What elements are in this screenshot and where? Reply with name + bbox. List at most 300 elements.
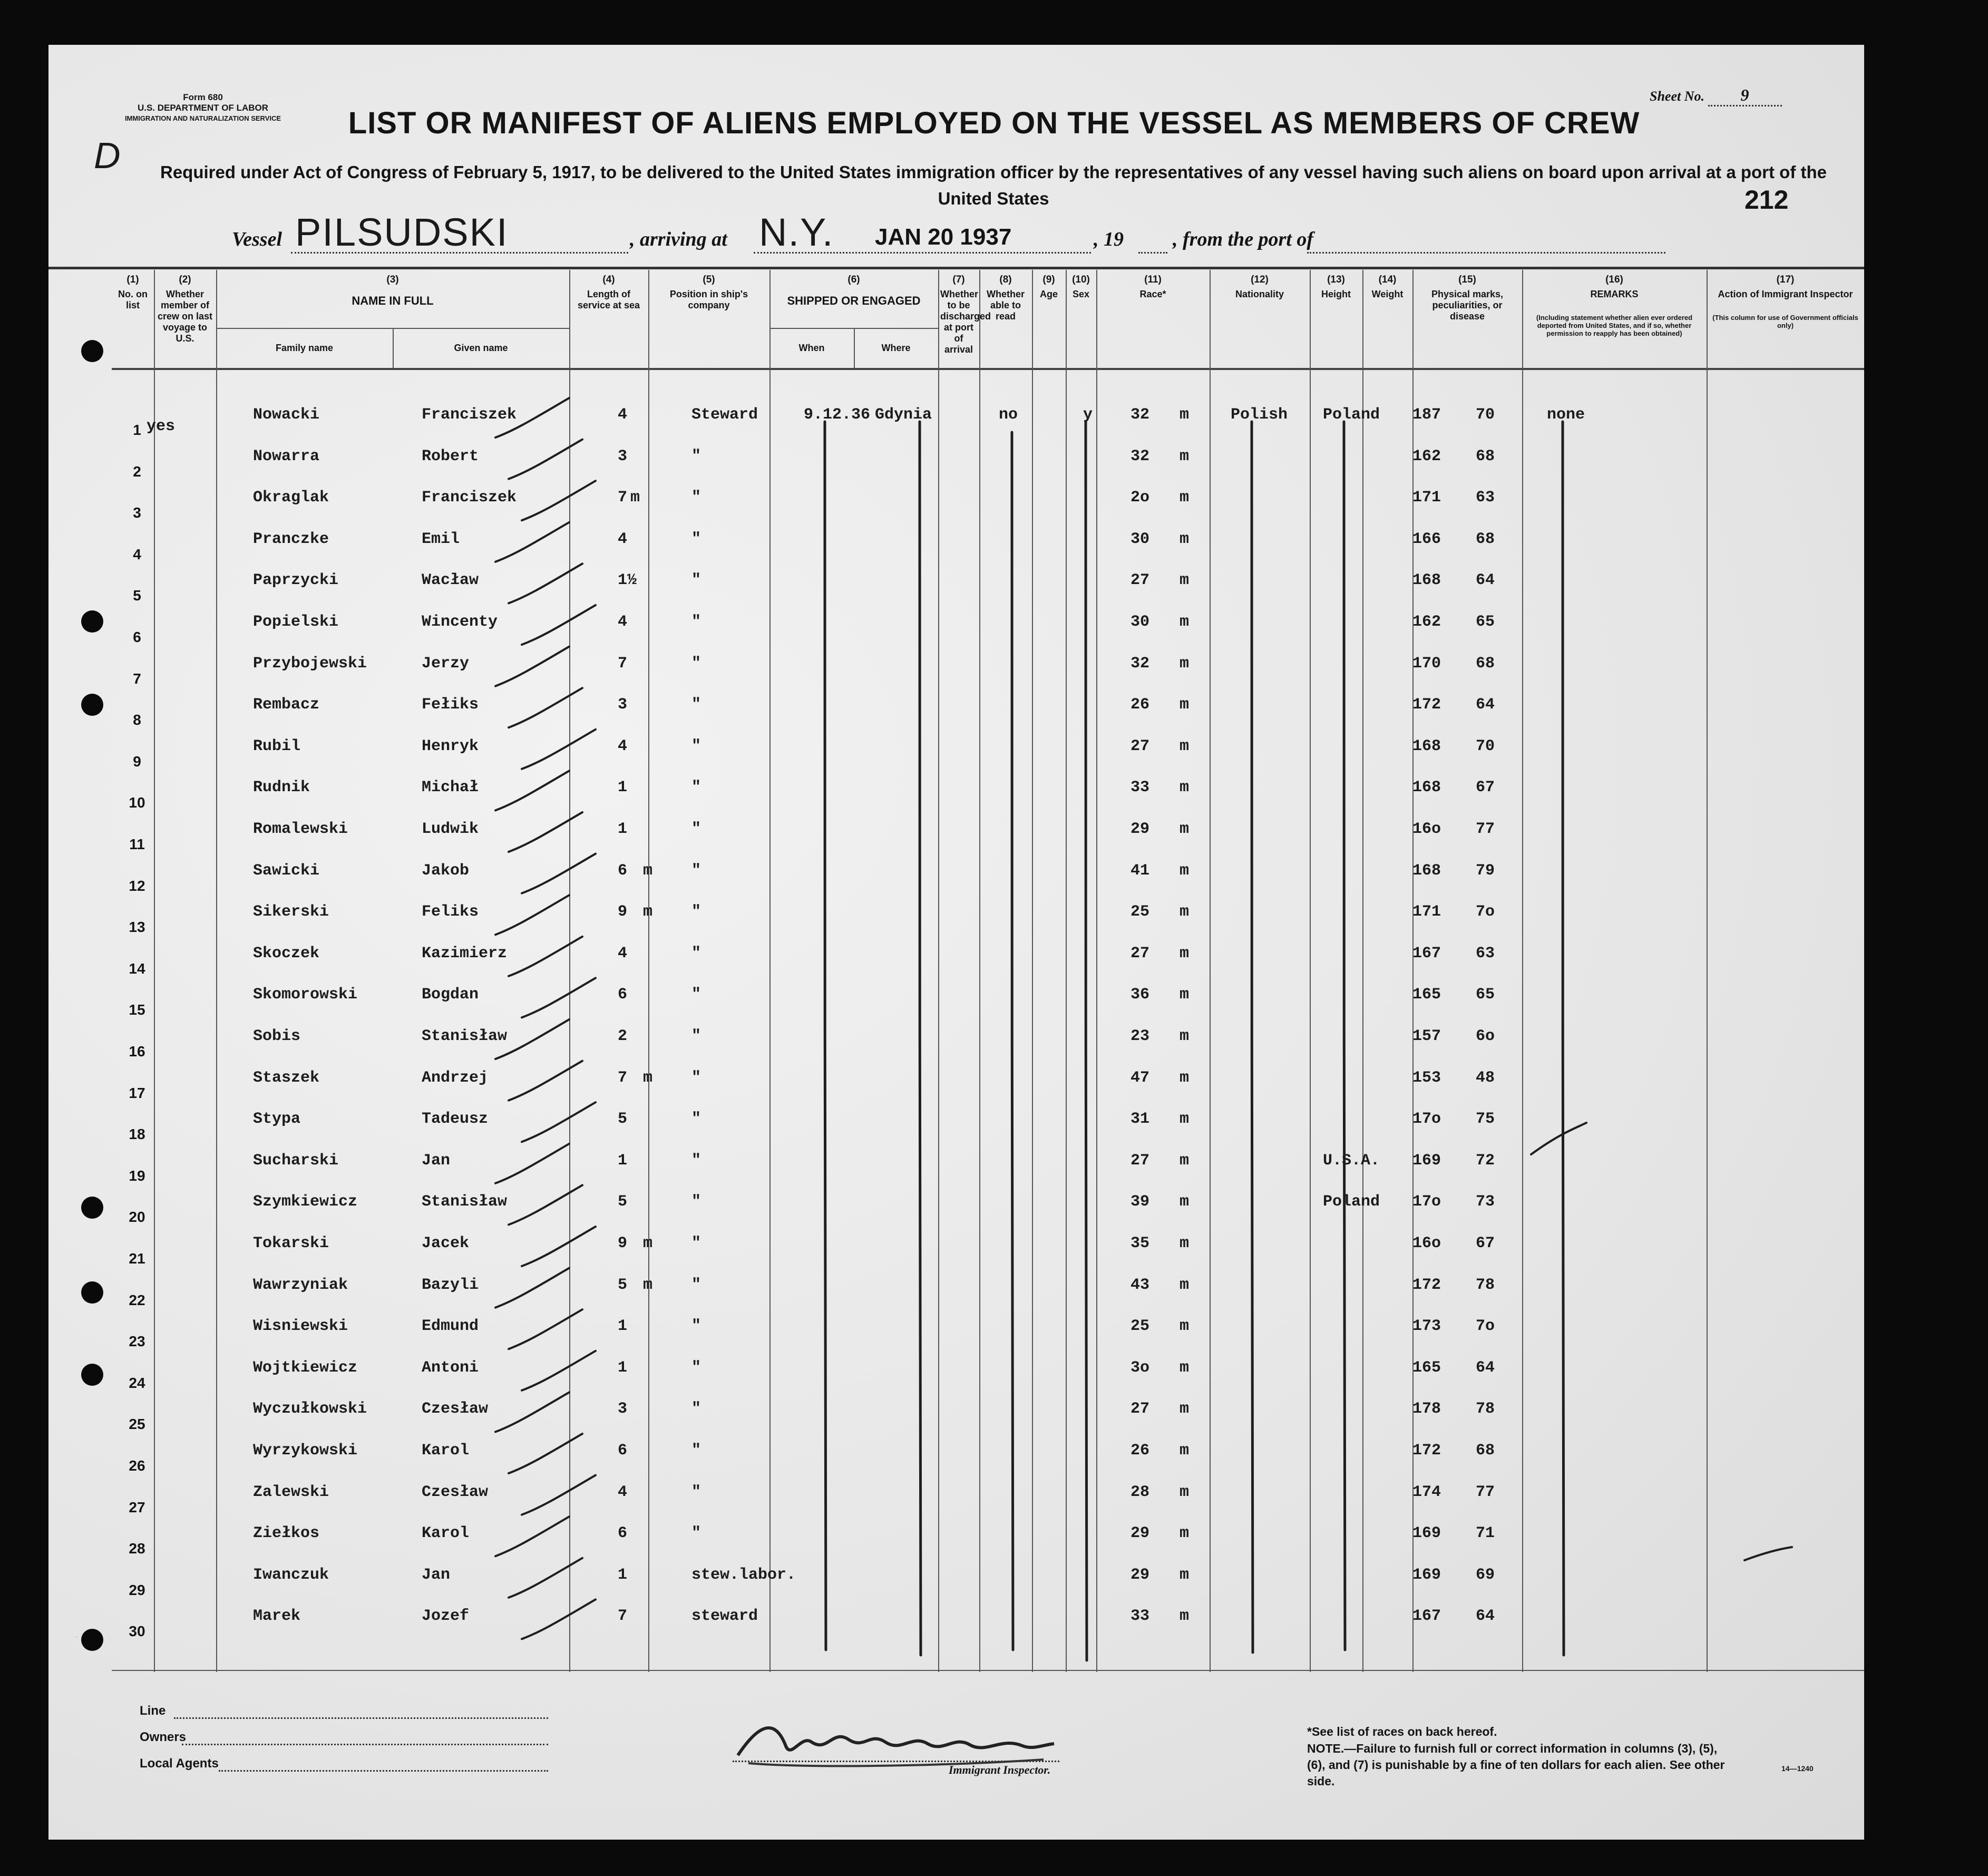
cell-family: Szymkiewicz — [253, 1193, 358, 1211]
column-number: (6) — [847, 274, 860, 285]
cell-sex: m — [1180, 654, 1190, 673]
cell-given: Jerzy — [422, 654, 470, 673]
cell-family: Sucharski — [253, 1151, 339, 1170]
column-number: (4) — [602, 274, 615, 285]
cell-sex: m — [1180, 1400, 1190, 1418]
cell-service: 1½ — [618, 571, 637, 590]
cell-position: " — [691, 489, 701, 507]
cell-service: 7 m — [618, 1068, 656, 1087]
row-number: 10 — [129, 794, 145, 811]
cell-given: Franciszek — [422, 489, 517, 507]
cell-given: Andrzej — [422, 1068, 489, 1087]
cell-position: " — [691, 1235, 701, 1252]
cell-height: 165 — [1412, 1358, 1441, 1377]
inspector-underline — [733, 1761, 1059, 1762]
cell-position: " — [691, 1400, 701, 1418]
pen-stroke — [509, 563, 582, 603]
cell-position: " — [691, 1151, 701, 1170]
cell-weight: 64 — [1476, 1358, 1495, 1377]
column-header: Whether able to read — [987, 289, 1025, 322]
column-header: Whether to be discharged at port of arrival — [940, 289, 991, 355]
cell-service: 5 — [618, 1110, 628, 1129]
cell-service: 9 m — [618, 903, 656, 921]
cell-given: Bogdan — [422, 986, 479, 1004]
row-number: 30 — [129, 1623, 145, 1640]
row-number: 12 — [129, 877, 145, 894]
column-header: Age — [1039, 289, 1058, 299]
cell-family: Ziełkos — [253, 1524, 320, 1543]
cell-service: 5 m — [618, 1276, 656, 1294]
cell-given: Karol — [422, 1442, 470, 1460]
cell-height: 16o — [1412, 820, 1441, 838]
cell-age: 27 — [1131, 737, 1150, 755]
vessel-name: PILSUDSKI — [295, 210, 509, 254]
cell-age: 47 — [1131, 1068, 1150, 1087]
cell-weight: 68 — [1476, 447, 1495, 465]
cell-given: Jozef — [422, 1607, 470, 1626]
cell-height: 170 — [1412, 654, 1441, 673]
cell-age: 31 — [1131, 1110, 1150, 1129]
cell-position: " — [691, 1068, 701, 1087]
column-header: Length of service at sea — [577, 289, 640, 310]
cell-weight: 73 — [1476, 1193, 1495, 1211]
cell-family: Stypa — [253, 1110, 301, 1129]
cell-position: " — [691, 613, 701, 631]
cell-given: Feliks — [422, 903, 479, 921]
row-number: 16 — [129, 1043, 145, 1059]
row-number: 9 — [133, 753, 141, 770]
cell-given: Wincenty — [422, 613, 498, 631]
cell-weight: 70 — [1476, 737, 1495, 755]
row-number: 23 — [129, 1333, 145, 1350]
cell-age: 43 — [1131, 1276, 1150, 1294]
cell-sex: m — [1180, 1027, 1190, 1045]
cell-weight: 63 — [1476, 489, 1495, 507]
owners-underline — [182, 1744, 548, 1745]
column-number: (2) — [179, 274, 191, 285]
column-number: (14) — [1378, 274, 1397, 285]
cell-family: Okraglak — [253, 489, 329, 507]
cell-sex: m — [1180, 986, 1190, 1004]
cell-given: Jan — [422, 1566, 451, 1584]
form-number: Form 680 — [183, 92, 223, 102]
row-number: 19 — [129, 1167, 145, 1184]
column-number: (9) — [1042, 274, 1055, 285]
cell-given: Tadeusz — [422, 1110, 489, 1129]
pen-stroke — [522, 730, 596, 769]
cell-service: 1 — [618, 1358, 628, 1377]
cell-sex: m — [1180, 1524, 1190, 1543]
cell-age: 27 — [1131, 944, 1150, 963]
cell-sex: m — [1180, 406, 1190, 424]
cell-height: 178 — [1412, 1400, 1441, 1418]
column-number: (15) — [1458, 274, 1476, 285]
cell-height: 166 — [1412, 530, 1441, 548]
cell-sex: m — [1180, 737, 1190, 755]
row-number: 11 — [129, 836, 145, 852]
vessel-label: Vessel — [232, 228, 282, 250]
pen-stroke — [522, 1475, 596, 1515]
cell-sex: m — [1180, 944, 1190, 963]
cell-family: Sawicki — [253, 861, 320, 880]
cell-sex: m — [1180, 1151, 1190, 1170]
pen-stroke — [522, 1227, 596, 1266]
cell-weight: 71 — [1476, 1524, 1495, 1543]
pen-stroke — [509, 440, 582, 479]
row-number: 7 — [133, 670, 141, 687]
cell-height: 162 — [1412, 613, 1441, 631]
cell-given: Czesław — [422, 1400, 489, 1418]
cell-weight: 72 — [1476, 1151, 1495, 1170]
cell-sex: m — [1180, 1442, 1190, 1460]
cell-position: " — [691, 779, 701, 797]
cell-family: Rembacz — [253, 696, 320, 714]
cell-family: Przybojewski — [253, 654, 367, 673]
cell-height: 173 — [1412, 1317, 1441, 1336]
department-name: U.S. DEPARTMENT OF LABOR — [137, 103, 269, 113]
column-header: No. on list — [118, 289, 148, 310]
cell-given: Stanisław — [422, 1027, 508, 1045]
cell-position: " — [691, 903, 701, 921]
column-header: Weight — [1371, 289, 1404, 299]
pen-stroke — [1745, 1547, 1792, 1560]
cell-height: 168 — [1412, 861, 1441, 880]
pen-stroke — [495, 895, 569, 935]
cell-when: 9.12.36 — [804, 406, 871, 424]
row-number: 24 — [129, 1374, 145, 1391]
pen-stroke — [509, 937, 582, 976]
cell-sex: m — [1180, 1276, 1190, 1294]
cell-age: 32 — [1131, 447, 1150, 465]
cell-service: 6 — [618, 1524, 628, 1543]
column-header: SHIPPED OR ENGAGED — [787, 294, 921, 307]
row-number: 4 — [133, 546, 141, 562]
column-number: (1) — [126, 274, 139, 285]
cell-given: Jakob — [422, 861, 470, 880]
column-header-note: (Including statement whether alien ever ordered deported from United States, and if so, whether permission to reapply has been obtained) — [1536, 314, 1693, 337]
cell-age: 27 — [1131, 1400, 1150, 1418]
cell-height: 171 — [1412, 903, 1441, 921]
column-header: REMARKS — [1590, 289, 1639, 299]
cell-sex: m — [1180, 613, 1190, 631]
row-number: 29 — [129, 1581, 145, 1598]
column-number: (8) — [999, 274, 1012, 285]
column-header: Physical marks, peculiarities, or disease — [1431, 289, 1504, 322]
cell-height: 17o — [1412, 1193, 1441, 1211]
cell-height: 167 — [1412, 1607, 1441, 1626]
cell-family: Nowacki — [253, 406, 320, 424]
local-agents-underline — [219, 1770, 548, 1772]
owners-label: Owners — [140, 1730, 187, 1744]
sheet-number-value: 9 — [1708, 85, 1782, 106]
cell-nationality: U.S.A. — [1323, 1151, 1380, 1170]
pen-stroke — [1085, 422, 1087, 1660]
cell-weight: 78 — [1476, 1400, 1495, 1418]
cell-service: 1 — [618, 820, 628, 838]
cell-given: Jan — [422, 1151, 451, 1170]
cell-sex: m — [1180, 1193, 1190, 1211]
cell-sex: m — [1180, 1607, 1190, 1626]
cell-position: " — [691, 1317, 701, 1336]
cell-age: 35 — [1131, 1235, 1150, 1252]
cell-sex: m — [1180, 447, 1190, 465]
cell-age: 3o — [1131, 1358, 1150, 1377]
cell-weight: 48 — [1476, 1068, 1495, 1087]
row-number: 22 — [129, 1291, 145, 1308]
cell-family: Romalewski — [253, 820, 348, 838]
pen-stroke — [509, 1185, 582, 1224]
pen-stroke — [495, 1268, 569, 1308]
cell-service: 4 — [618, 406, 628, 424]
cell-weight: 67 — [1476, 1235, 1495, 1252]
pen-stroke — [509, 1434, 582, 1473]
row-number: 18 — [129, 1126, 145, 1143]
cell-sex: m — [1180, 820, 1190, 838]
cell-given: Antoni — [422, 1358, 479, 1377]
cell-service: 1 — [618, 1317, 628, 1336]
row-number: 6 — [133, 629, 141, 645]
cell-service: 6 — [618, 986, 628, 1004]
row-number: 27 — [129, 1499, 145, 1515]
row-number: 2 — [133, 463, 141, 480]
cell-weight: 68 — [1476, 654, 1495, 673]
cell-given: Ludwik — [422, 820, 479, 838]
pen-stroke — [495, 1392, 569, 1432]
cell-height: 165 — [1412, 986, 1441, 1004]
cell-position: " — [691, 1524, 701, 1543]
cell-given: Emil — [422, 530, 460, 548]
arriving-port: N.Y. — [759, 210, 834, 254]
cell-height: 167 — [1412, 944, 1441, 963]
row-number: 5 — [133, 587, 141, 604]
column-header: Nationality — [1235, 289, 1284, 299]
cell-sex: m — [1180, 1317, 1190, 1336]
cell-family: Nowarra — [253, 447, 320, 465]
column-header: Race* — [1139, 289, 1166, 299]
cell-height: 171 — [1412, 489, 1441, 507]
cell-sex: m — [1180, 1235, 1190, 1252]
cell-family: Staszek — [253, 1068, 320, 1087]
cell-height: 168 — [1412, 571, 1441, 590]
cell-height: 169 — [1412, 1524, 1441, 1543]
cell-nationality: Poland — [1323, 1193, 1380, 1211]
cell-weight: 64 — [1476, 696, 1495, 714]
cell-race: Polish — [1231, 406, 1288, 424]
cell-service: 6 m — [618, 861, 656, 880]
cell-age: 26 — [1131, 1442, 1150, 1460]
cell-weight: 68 — [1476, 1442, 1495, 1460]
cell-position: " — [691, 1442, 701, 1460]
cell-given: Karol — [422, 1524, 470, 1543]
column-number: (13) — [1327, 274, 1345, 285]
cell-weight: 77 — [1476, 1483, 1495, 1501]
cell-family: Wawrzyniak — [253, 1276, 348, 1294]
cell-family: Marek — [253, 1607, 301, 1626]
cell-age: 23 — [1131, 1027, 1150, 1045]
cell-service: 9 m — [618, 1235, 656, 1252]
page-subtitle: Required under Act of Congress of February 5, 1917, to be delivered to the United States immigration officer by the representatives of any vessel having such aliens on board upon arrival at a port of the United States — [160, 162, 1827, 208]
arriving-label: , arriving at — [630, 228, 727, 250]
row-number: 25 — [129, 1416, 145, 1433]
cell-family: Wisniewski — [253, 1317, 348, 1336]
cell-service: 4 — [618, 737, 628, 755]
cell-weight: 78 — [1476, 1276, 1495, 1294]
cell-family: Iwanczuk — [253, 1566, 329, 1584]
cell-given: Bazyli — [422, 1276, 479, 1294]
column-number: (5) — [703, 274, 715, 285]
pen-stroke — [522, 978, 596, 1017]
column-subheader: Family name — [275, 343, 334, 353]
cell-sex: m — [1180, 779, 1190, 797]
cell-weight: 6o — [1476, 1027, 1495, 1045]
margin-mark: D — [94, 135, 122, 176]
row-number: 28 — [129, 1540, 145, 1557]
page-title: LIST OR MANIFEST OF ALIENS EMPLOYED ON THE VESSEL AS MEMBERS OF CREW — [348, 106, 1640, 140]
cell-family: Popielski — [253, 613, 339, 631]
column-subheader: Where — [881, 343, 911, 353]
column-header: Height — [1321, 289, 1351, 299]
cell-nationality: Poland — [1323, 406, 1380, 424]
cell-age: 30 — [1131, 613, 1150, 631]
column-subheader: When — [798, 343, 825, 353]
cell-crew: yes — [147, 417, 176, 435]
cell-height: 16o — [1412, 1235, 1441, 1252]
cell-sex: m — [1180, 1483, 1190, 1501]
column-header: Position in ship's company — [669, 289, 748, 310]
cell-position: " — [691, 1483, 701, 1501]
cell-service: 4 — [618, 1483, 628, 1501]
cell-position: steward — [691, 1607, 758, 1626]
column-number: (11) — [1144, 274, 1162, 285]
pen-stroke — [495, 1517, 569, 1556]
pen-stroke — [522, 481, 596, 520]
cell-given: Franciszek — [422, 406, 517, 424]
cell-height: 17o — [1412, 1110, 1441, 1129]
cell-weight: 64 — [1476, 571, 1495, 590]
column-header: NAME IN FULL — [352, 294, 434, 307]
cell-height: 168 — [1412, 737, 1441, 755]
cell-height: 172 — [1412, 696, 1441, 714]
cell-family: Wyrzykowski — [253, 1442, 358, 1460]
year-label: , 19 — [1094, 228, 1124, 250]
row-number: 21 — [129, 1250, 145, 1267]
cell-given: Czesław — [422, 1483, 489, 1501]
cell-position: " — [691, 447, 701, 465]
pen-stroke — [495, 1144, 569, 1183]
cell-sex: m — [1180, 861, 1190, 880]
cell-position: " — [691, 696, 701, 714]
cell-weight: 65 — [1476, 986, 1495, 1004]
column-header: Action of Immigrant Inspector — [1718, 289, 1853, 299]
cell-position: " — [691, 1276, 701, 1294]
pen-stroke — [509, 1061, 582, 1101]
pen-stroke — [509, 1558, 582, 1598]
cell-service: 6 — [618, 1442, 628, 1460]
column-number: (17) — [1776, 274, 1795, 285]
cell-height: 153 — [1412, 1068, 1441, 1087]
cell-age: 25 — [1131, 1317, 1150, 1336]
cell-service: 4 — [618, 944, 628, 963]
cell-age: 25 — [1131, 903, 1150, 921]
cell-position: " — [691, 530, 701, 548]
inspector-label: Immigrant Inspector. — [949, 1763, 1051, 1776]
cell-family: Wojtkiewicz — [253, 1358, 358, 1377]
cell-remarks: none — [1547, 406, 1585, 424]
cell-sex: m — [1180, 1358, 1190, 1377]
line-label: Line — [140, 1704, 166, 1718]
cell-height: 172 — [1412, 1442, 1441, 1460]
cell-sex: m — [1180, 1110, 1190, 1129]
pen-stroke — [824, 422, 826, 1650]
cell-given: Wacław — [422, 571, 479, 590]
cell-age: 30 — [1131, 530, 1150, 548]
cell-family: Zalewski — [253, 1483, 329, 1501]
cell-given: Michał — [422, 779, 479, 797]
pen-stroke — [509, 1309, 582, 1349]
cell-given: Stanisław — [422, 1193, 508, 1211]
date-stamp: JAN 20 1937 — [875, 224, 1012, 250]
cell-weight: 75 — [1476, 1110, 1495, 1129]
cell-age: 26 — [1131, 696, 1150, 714]
column-header-note: (This column for use of Government officials only) — [1712, 314, 1858, 329]
pen-stroke — [1251, 422, 1253, 1653]
cell-family: Skoczek — [253, 944, 320, 963]
cell-weight: 64 — [1476, 1607, 1495, 1626]
cell-sex: m — [1180, 903, 1190, 921]
cell-service: 1 — [618, 1566, 628, 1584]
pen-stroke — [1562, 422, 1564, 1655]
row-number: 14 — [129, 960, 145, 977]
cell-age: 33 — [1131, 1607, 1150, 1626]
column-number: (10) — [1072, 274, 1090, 285]
column-number: (12) — [1251, 274, 1269, 285]
cell-position: " — [691, 944, 701, 963]
cell-family: Tokarski — [253, 1235, 329, 1252]
service-name: IMMIGRATION AND NATURALIZATION SERVICE — [124, 114, 281, 122]
cell-height: 157 — [1412, 1027, 1441, 1045]
pen-stroke — [495, 771, 569, 810]
cell-weight: 65 — [1476, 613, 1495, 631]
cell-position: Steward — [691, 406, 758, 424]
pen-stroke — [495, 1019, 569, 1059]
pen-stroke — [522, 605, 596, 645]
cell-where: Gdynia — [875, 406, 932, 424]
row-number: 20 — [129, 1209, 145, 1226]
pen-stroke — [495, 647, 569, 686]
cell-position: " — [691, 1358, 701, 1377]
cell-height: 187 — [1412, 406, 1441, 424]
cell-given: Jacek — [422, 1235, 470, 1252]
cell-age: 39 — [1131, 1193, 1150, 1211]
cell-position: " — [691, 1193, 701, 1211]
cell-service: 5 — [618, 1193, 628, 1211]
pen-stroke — [509, 812, 582, 852]
cell-given: Kazimierz — [422, 944, 508, 963]
cell-weight: 70 — [1476, 406, 1495, 424]
column-subheader: Given name — [454, 343, 508, 353]
cell-service: 4 — [618, 530, 628, 548]
cell-family: Paprzycki — [253, 571, 339, 590]
cell-position: " — [691, 737, 701, 755]
cell-height: 169 — [1412, 1151, 1441, 1170]
cell-given: Edmund — [422, 1317, 479, 1336]
cell-service: 4 — [618, 613, 628, 631]
cell-family: Rudnik — [253, 779, 310, 797]
cell-service: 2 — [618, 1027, 628, 1045]
cell-position: " — [691, 1027, 701, 1045]
row-number: 17 — [129, 1084, 145, 1101]
column-number: (16) — [1605, 274, 1623, 285]
